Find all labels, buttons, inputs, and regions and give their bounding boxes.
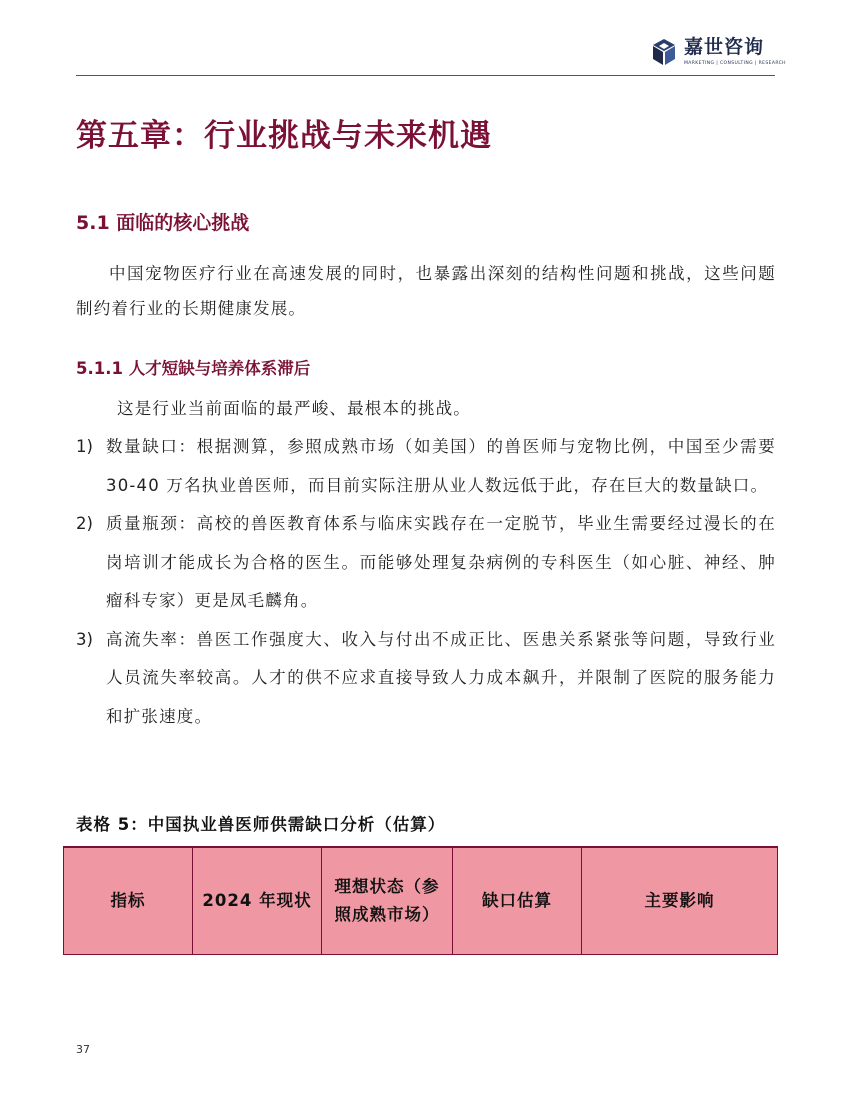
- table-header-cell: 主要影响: [582, 847, 778, 955]
- table-header-cell: 指标: [64, 847, 193, 955]
- challenge-list: [76, 428, 776, 736]
- table-header-row: [64, 847, 778, 955]
- table-header-cell: 理想状态（参照成熟市场）: [322, 847, 453, 955]
- table-header-cell: 2024 年现状: [193, 847, 322, 955]
- list-item-number: 1): [76, 437, 93, 456]
- page-number: 37: [76, 1043, 90, 1056]
- list-item: [76, 505, 776, 621]
- table-header-cell: 缺口估算: [453, 847, 582, 955]
- supply-gap-table: [63, 846, 778, 955]
- cube-logo-icon: [652, 38, 676, 66]
- logo-tagline: MARKETING | CONSULTING | RESEARCH: [684, 61, 786, 66]
- list-item-text: 数量缺口：根据测算，参照成熟市场（如美国）的兽医师与宠物比例，中国至少需要 30-40 万名执业兽医师，而目前实际注册从业人数远低于此，存在巨大的数量缺口。: [106, 437, 776, 495]
- list-item-number: 3): [76, 629, 93, 649]
- subsection-intro: 这是行业当前面临的最严峻、最根本的挑战。: [117, 399, 471, 418]
- subsection-title: 5.1.1 人才短缺与培养体系滞后: [76, 359, 311, 378]
- list-item: [76, 621, 776, 737]
- table-caption: 表格 5：中国执业兽医师供需缺口分析（估算）: [76, 815, 446, 834]
- logo-name: 嘉世咨询: [684, 36, 765, 58]
- header-divider: [76, 75, 775, 76]
- chapter-title: 第五章：行业挑战与未来机遇: [76, 118, 492, 154]
- list-item-number: 2): [76, 514, 93, 533]
- list-item: [76, 428, 776, 505]
- section-title: 5.1 面临的核心挑战: [76, 212, 250, 234]
- list-item-text: 质量瓶颈：高校的兽医教育体系与临床实践存在一定脱节，毕业生需要经过漫长的在岗培训才能成长为合格的医生。而能够处理复杂病例的专科医生（如心脏、神经、肿瘤科专家）更是凤毛麟角。: [106, 514, 776, 610]
- section-paragraph: 中国宠物医疗行业在高速发展的同时，也暴露出深刻的结构性问题和挑战，这些问题制约着行业的长期健康发展。: [76, 264, 776, 318]
- header-logo: [652, 36, 786, 70]
- list-item-text: 高流失率：兽医工作强度大、收入与付出不成正比、医患关系紧张等问题，导致行业人员流失率较高。人才的供不应求直接导致人力成本飙升，并限制了医院的服务能力和扩张速度。: [106, 629, 776, 726]
